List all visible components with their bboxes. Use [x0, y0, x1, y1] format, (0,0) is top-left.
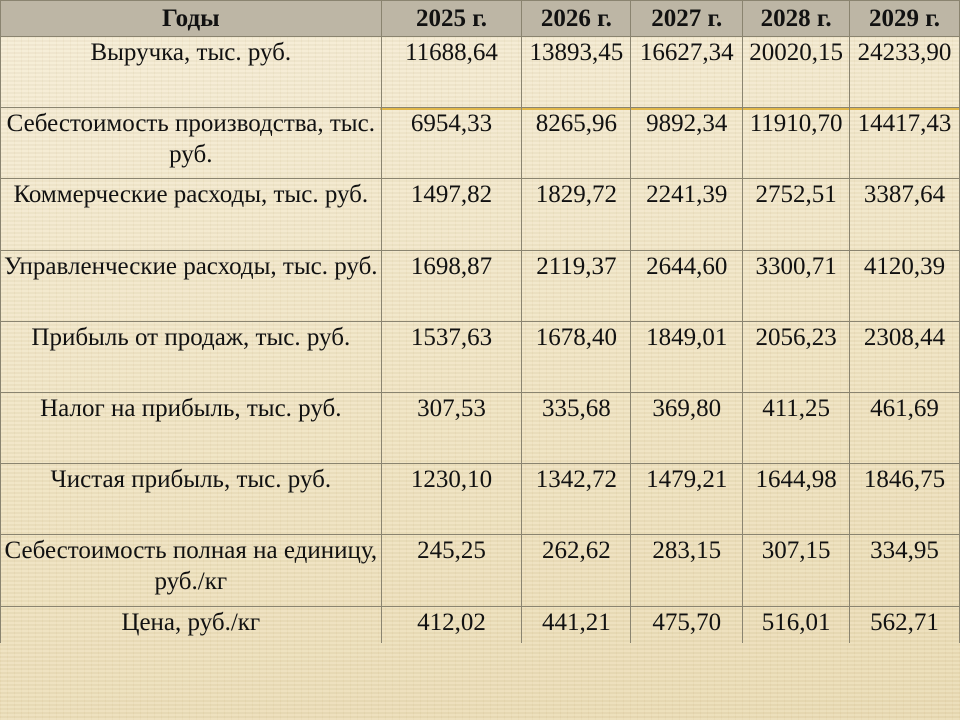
value-cell: 307,53	[381, 393, 522, 464]
row-label: Цена, руб./кг	[1, 607, 382, 643]
value-cell: 1497,82	[381, 179, 522, 251]
value-cell: 6954,33	[381, 108, 522, 179]
value-cell: 516,01	[743, 607, 850, 643]
value-cell: 562,71	[850, 607, 960, 643]
value-cell: 1479,21	[631, 464, 743, 535]
value-cell: 20020,15	[743, 37, 850, 108]
value-cell: 2308,44	[850, 322, 960, 393]
table-row	[1, 607, 960, 643]
row-label: Себестоимость производства, тыс. руб.	[1, 108, 382, 179]
row-label: Коммерческие расходы, тыс. руб.	[1, 179, 382, 251]
table-row	[1, 179, 960, 251]
value-cell: 14417,43	[850, 108, 960, 179]
value-cell: 3300,71	[743, 251, 850, 322]
value-cell: 262,62	[522, 535, 631, 607]
row-label: Себестоимость полная на единицу, руб./кг	[1, 535, 382, 607]
value-cell: 3387,64	[850, 179, 960, 251]
header-cell: 2025 г.	[381, 1, 522, 37]
table-row	[1, 464, 960, 535]
row-label: Налог на прибыль, тыс. руб.	[1, 393, 382, 464]
value-cell: 2119,37	[522, 251, 631, 322]
value-cell: 1678,40	[522, 322, 631, 393]
table-row	[1, 393, 960, 464]
value-cell: 1846,75	[850, 464, 960, 535]
value-cell: 441,21	[522, 607, 631, 643]
row-label: Управленческие расходы, тыс. руб.	[1, 251, 382, 322]
value-cell: 2752,51	[743, 179, 850, 251]
value-cell: 411,25	[743, 393, 850, 464]
table-row	[1, 108, 960, 179]
value-cell: 461,69	[850, 393, 960, 464]
header-cell: Годы	[1, 1, 382, 37]
value-cell: 2644,60	[631, 251, 743, 322]
table-header-row	[1, 1, 960, 37]
row-label: Выручка, тыс. руб.	[1, 37, 382, 108]
value-cell: 283,15	[631, 535, 743, 607]
value-cell: 245,25	[381, 535, 522, 607]
value-cell: 4120,39	[850, 251, 960, 322]
table-row	[1, 322, 960, 393]
table-row	[1, 535, 960, 607]
value-cell: 1644,98	[743, 464, 850, 535]
value-cell: 16627,34	[631, 37, 743, 108]
header-cell: 2027 г.	[631, 1, 743, 37]
header-cell: 2029 г.	[850, 1, 960, 37]
value-cell: 11910,70	[743, 108, 850, 179]
header-cell: 2026 г.	[522, 1, 631, 37]
value-cell: 11688,64	[381, 37, 522, 108]
value-cell: 1829,72	[522, 179, 631, 251]
row-label: Прибыль от продаж, тыс. руб.	[1, 322, 382, 393]
value-cell: 335,68	[522, 393, 631, 464]
value-cell: 13893,45	[522, 37, 631, 108]
value-cell: 1230,10	[381, 464, 522, 535]
value-cell: 412,02	[381, 607, 522, 643]
value-cell: 24233,90	[850, 37, 960, 108]
header-cell: 2028 г.	[743, 1, 850, 37]
value-cell: 1849,01	[631, 322, 743, 393]
value-cell: 369,80	[631, 393, 743, 464]
value-cell: 1342,72	[522, 464, 631, 535]
value-cell: 2241,39	[631, 179, 743, 251]
value-cell: 334,95	[850, 535, 960, 607]
value-cell: 8265,96	[522, 108, 631, 179]
value-cell: 475,70	[631, 607, 743, 643]
table-row	[1, 251, 960, 322]
value-cell: 2056,23	[743, 322, 850, 393]
row-label: Чистая прибыль, тыс. руб.	[1, 464, 382, 535]
table-row	[1, 37, 960, 108]
value-cell: 1698,87	[381, 251, 522, 322]
value-cell: 1537,63	[381, 322, 522, 393]
value-cell: 9892,34	[631, 108, 743, 179]
value-cell: 307,15	[743, 535, 850, 607]
